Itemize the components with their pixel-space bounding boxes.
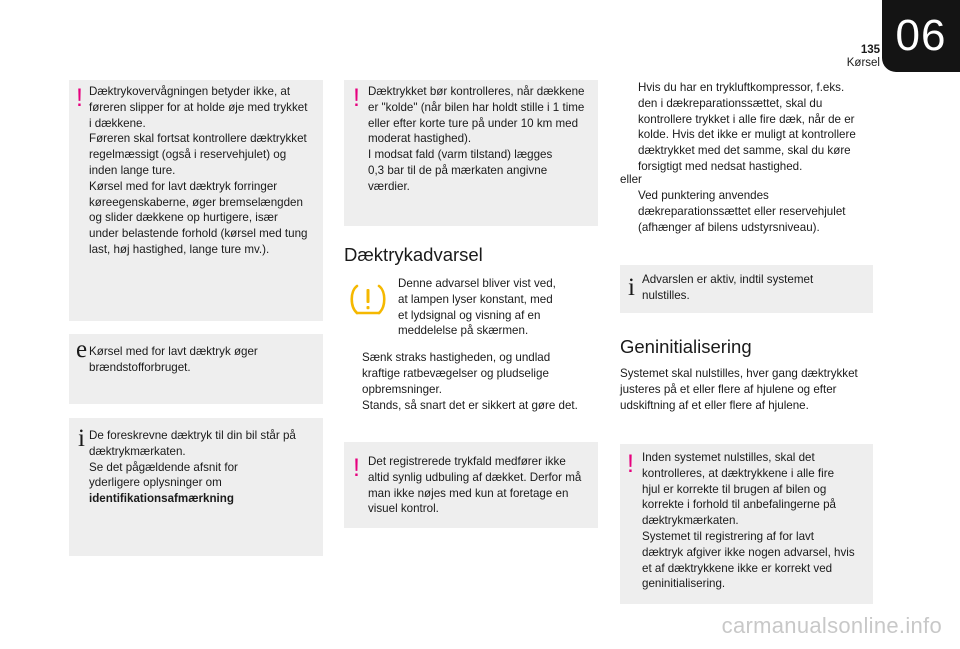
bullet-puncture: Ved punktering anvendes dækreparationssættet eller reservehjulet (afhænger af bilens udstyrsniveau). bbox=[638, 189, 846, 234]
bullet-compressor: Hvis du har en trykluftkompressor, f.eks. den i dækreparationssættet, skal du kontrollere trykket i alle fire dæk, når de er kolde. Hvis det ikke er muligt at kontrollere dæktrykket med det samme, skal du køre forsigtigt med nedsat hastighed. bbox=[638, 81, 856, 173]
warning-text: Inden systemet nulstilles, skal det kontrolleres, at dæktrykkene i alle fire hjul er korrekte til brugen af bilen og korrekte i forhold til anbefalingerne på dæktrykmærkaten. Systemet til registrering af for lavt dæktryk afgiver ikke nogen advarsel, hvis et af dæktrykkene ikke er korrekt ved geninitialisering. bbox=[642, 451, 855, 591]
eco-text: Kørsel med for lavt dæktryk øger brændstofforbruget. bbox=[89, 345, 258, 374]
info-icon: i bbox=[78, 425, 85, 452]
bullet-stop: Stands, så snart det er sikkert at gøre det. bbox=[362, 399, 578, 412]
chapter-tab: 06 bbox=[882, 0, 960, 72]
info-bold-reference: identifikationsafmærkning bbox=[89, 492, 234, 506]
or-text: eller bbox=[620, 173, 642, 186]
heading-tyre-warning: Dæktrykadvarsel bbox=[344, 244, 483, 265]
warning-text: Dæktrykket bør kontrolleres, når dækkene er "kolde" (når bilen har holdt stille i 1 time eller efter korte ture på under 10 km med moderat hastighed). I modsat fald (varm tilstand) lægges 0,3 bar til de på mærkaten angivne værdier. bbox=[368, 85, 585, 193]
info-text: Advarslen er aktiv, indtil systemet nulstilles. bbox=[642, 273, 814, 302]
page-number: 135 bbox=[860, 44, 880, 56]
bullet-reduce-speed: Sænk straks hastigheden, og undlad kraftige ratbevægelser og pludselige opbremsninger. bbox=[362, 351, 551, 396]
tpms-description: Denne advarsel bliver vist ved, at lampen lyser konstant, med et lydsignal og visning af en meddelelse på skærmen. bbox=[398, 277, 556, 338]
reinitialisation-paragraph: Systemet skal nulstilles, hver gang dæktrykket justeres på et eller flere af hjulene og efter udskiftning af et eller flere af hjulene. bbox=[620, 367, 858, 412]
eco-box bbox=[69, 334, 323, 404]
info-icon: i bbox=[628, 274, 635, 301]
tpms-warning-icon bbox=[348, 282, 388, 318]
warning-text: Dæktrykovervågningen betyder ikke, at føreren slipper for at holde øje med trykket i dækkene. Føreren skal fortsat kontrollere dæktrykket regelmæssigt (også i reservehjulet) og inden lange ture. Kørsel med for lavt dæktryk forringer køreegenskaberne, øger bremselængden og slider dækkene op hurtigere, især under belastende forhold (kørsel med tung last, høj hastighed, lange ture mv.). bbox=[89, 85, 308, 256]
warning-icon: ! bbox=[627, 450, 634, 478]
info-box-tyre-pressure bbox=[69, 418, 323, 556]
warning-text: Det registrerede trykfald medfører ikke altid synlig udbuling af dækket. Derfor må man ikke nøjes med kun at foretage en visuel kontrol. bbox=[368, 455, 582, 516]
warning-box-tyre-monitoring bbox=[69, 80, 323, 321]
warning-box-cold-tyres bbox=[344, 80, 598, 226]
warning-icon: ! bbox=[76, 84, 83, 112]
eco-icon: e bbox=[76, 336, 88, 363]
info-box-warning-active bbox=[620, 265, 873, 313]
info-text: De foreskrevne dæktryk til din bil står på dæktrykmærkaten. Se det pågældende afsnit for yderligere oplysninger om bbox=[89, 429, 296, 490]
section-name: Kørsel bbox=[846, 57, 880, 69]
watermark: carmanualsonline.info bbox=[721, 613, 942, 638]
heading-reinitialisation: Geninitialisering bbox=[620, 336, 752, 357]
warning-icon: ! bbox=[353, 84, 360, 112]
warning-box-visual-check bbox=[344, 442, 598, 528]
warning-box-before-reset bbox=[620, 444, 873, 604]
warning-icon: ! bbox=[353, 454, 360, 482]
